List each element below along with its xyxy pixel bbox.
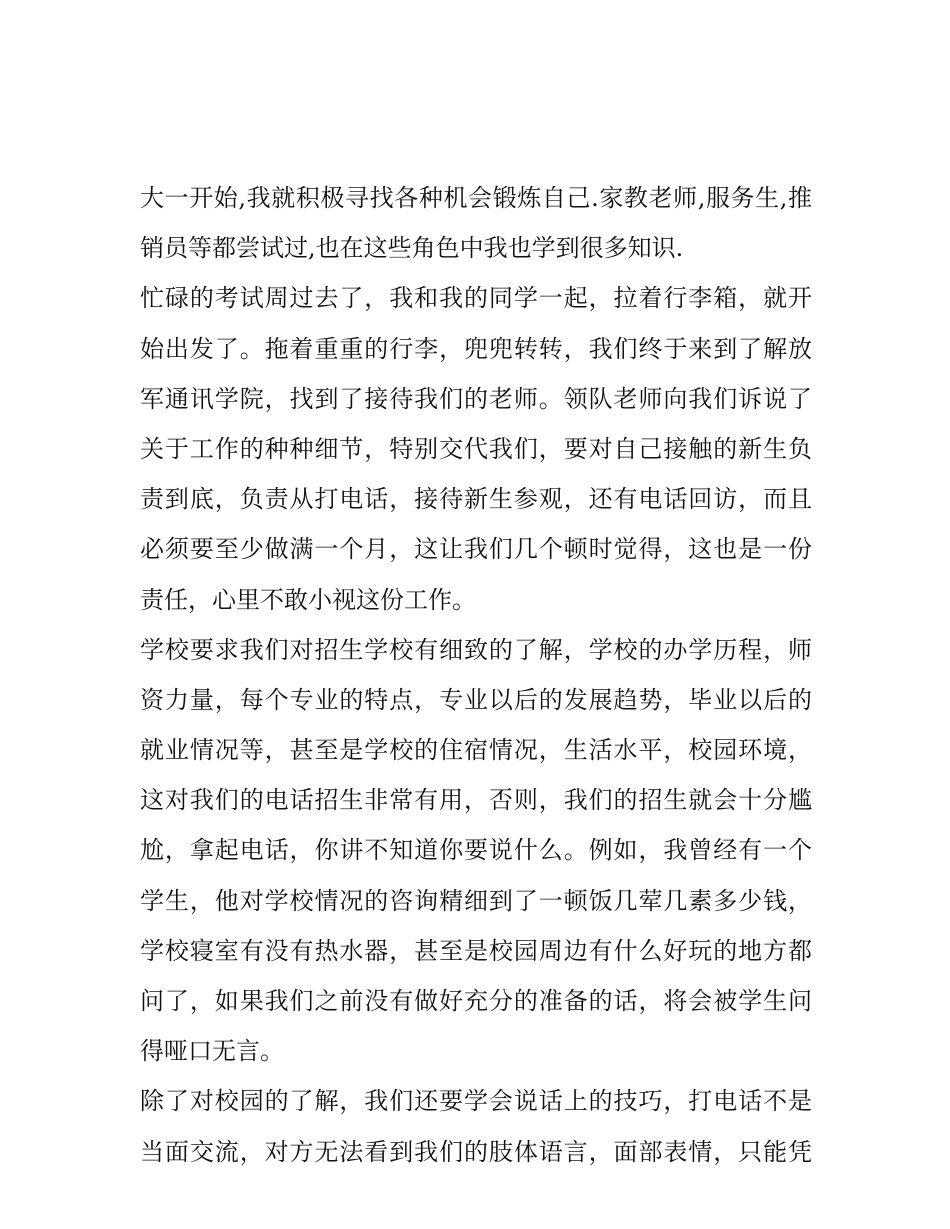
- text-line: 军通讯学院，找到了接待我们的老师。领队老师向我们诉说了: [140, 384, 812, 413]
- text-line: 除了对校园的了解，我们还要学会说话上的技巧，打电话不是: [140, 1087, 812, 1116]
- text-line: 当面交流，对方无法看到我们的肢体语言，面部表情，只能凭: [140, 1137, 812, 1166]
- text-line: 学校要求我们对招生学校有细致的了解，学校的办学历程，师: [140, 635, 812, 664]
- text-line: 责任，心里不敢小视这份工作。: [140, 585, 476, 614]
- text-line: 学校寝室有没有热水器，甚至是校园周边有什么好玩的地方都: [140, 936, 812, 965]
- text-line: 关于工作的种种细节，特别交代我们，要对自己接触的新生负: [140, 434, 812, 463]
- document-body: [140, 186, 812, 1190]
- text-line: 责到底，负责从打电话，接待新生参观，还有电话回访，而且: [140, 485, 812, 514]
- text-line: 得哑口无言。: [140, 1037, 284, 1066]
- text-line: 销员等都尝试过,也在这些角色中我也学到很多知识.: [140, 234, 684, 263]
- text-line: 问了，如果我们之前没有做好充分的准备的话，将会被学生问: [140, 987, 812, 1015]
- text-line: 忙碌的考试周过去了，我和我的同学一起，拉着行李箱，就开: [140, 284, 812, 313]
- text-line: 学生，他对学校情况的咨询精细到了一顿饭几荤几素多少钱，: [140, 886, 812, 915]
- text-line: 大一开始,我就积极寻找各种机会锻炼自己.家教老师,服务生,推: [140, 184, 812, 212]
- text-line: 就业情况等，甚至是学校的住宿情况，生活水平，校园环境，: [140, 736, 812, 765]
- text-line: 资力量，每个专业的特点，专业以后的发展趋势，毕业以后的: [140, 685, 812, 714]
- text-line: 尬，拿起电话，你讲不知道你要说什么。例如，我曾经有一个: [140, 836, 812, 865]
- text-line: 这对我们的电话招生非常有用，否则，我们的招生就会十分尴: [140, 786, 812, 815]
- text-line: 必须要至少做满一个月，这让我们几个顿时觉得，这也是一份: [140, 535, 812, 564]
- text-line: 始出发了。拖着重重的行李，兜兜转转，我们终于来到了解放: [140, 334, 812, 363]
